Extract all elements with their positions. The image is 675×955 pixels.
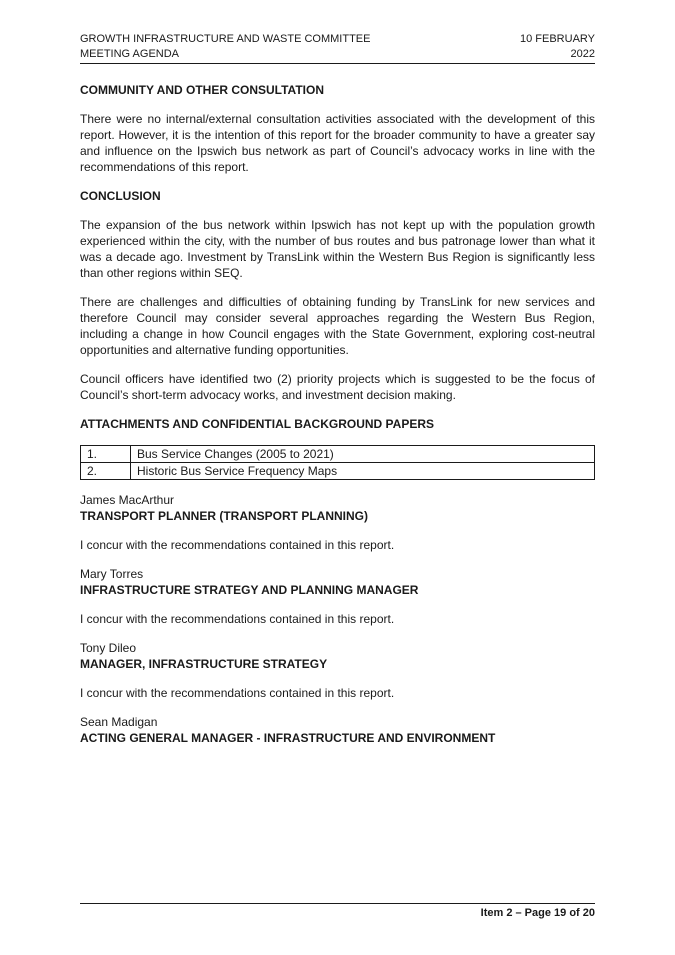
date-line-2: 2022 xyxy=(570,47,595,60)
signatory-name: Tony Dileo xyxy=(80,641,137,655)
attachment-title: Historic Bus Service Frequency Maps xyxy=(131,463,595,480)
attachment-title: Bus Service Changes (2005 to 2021) xyxy=(131,446,595,463)
attachment-number: 1. xyxy=(81,446,131,463)
footer-divider xyxy=(80,903,595,904)
signatory-block-3 xyxy=(80,611,595,672)
header-divider xyxy=(80,63,595,64)
meeting-date xyxy=(520,32,595,61)
date-line-1: 10 FEBRUARY xyxy=(520,33,595,45)
committee-line-1: GROWTH INFRASTRUCTURE AND WASTE COMMITTEE xyxy=(80,33,371,45)
page-number-label: Item 2 – Page 19 of 20 xyxy=(480,907,595,919)
signatory-name: Sean Madigan xyxy=(80,715,158,729)
concurrence-statement: I concur with the recommendations contained in this report. xyxy=(80,538,395,552)
conclusion-heading: CONCLUSION xyxy=(80,189,161,203)
signatory-name: Mary Torres xyxy=(80,567,144,581)
table-row xyxy=(81,446,595,463)
table-row xyxy=(81,463,595,480)
consultation-heading: COMMUNITY AND OTHER CONSULTATION xyxy=(80,83,324,97)
signatory-block-4 xyxy=(80,685,595,746)
concurrence-statement: I concur with the recommendations contained in this report. xyxy=(80,612,395,626)
committee-title xyxy=(80,32,370,61)
conclusion-paragraph-2: There are challenges and difficulties of obtaining funding by TransLink for new services and therefore Council may consider several approaches regarding the Western Bus Region, including a change in how Council engages with the State Government, exploring cost-neutral opportunities and alternative funding opportunities. xyxy=(80,295,595,357)
committee-line-2: MEETING AGENDA xyxy=(80,47,180,60)
concurrence-statement: I concur with the recommendations contained in this report. xyxy=(80,686,395,700)
document-page xyxy=(80,0,595,955)
signatory-title: INFRASTRUCTURE STRATEGY AND PLANNING MANAGER xyxy=(80,583,419,597)
conclusion-paragraph-1: The expansion of the bus network within Ipswich has not kept up with the population growth experienced within the city, with the number of bus routes and bus patronage lower than what it was a decade ago. Investment by TransLink within the Western Bus Region is significantly less than other regions within SEQ. xyxy=(80,218,595,280)
signatory-block-1 xyxy=(80,492,595,524)
attachments-table xyxy=(80,445,595,480)
conclusion-paragraph-3: Council officers have identified two (2) priority projects which is suggested to be the focus of Council’s short-term advocacy works, and investment decision making. xyxy=(80,372,595,402)
document-body xyxy=(80,82,595,759)
signatory-name: James MacArthur xyxy=(80,493,175,507)
attachment-number: 2. xyxy=(81,463,131,480)
consultation-paragraph: There were no internal/external consultation activities associated with the development of this report. However, it is the intention of this report for the broader community to have a greater say and influence on the Ipswich bus network as part of Council’s advocacy works in line with the recommendations of this report. xyxy=(80,112,595,174)
attachments-heading: ATTACHMENTS AND CONFIDENTIAL BACKGROUND PAPERS xyxy=(80,417,434,431)
signatory-title: ACTING GENERAL MANAGER - INFRASTRUCTURE AND ENVIRONMENT xyxy=(80,731,496,745)
signatory-block-2 xyxy=(80,537,595,598)
signatory-title: MANAGER, INFRASTRUCTURE STRATEGY xyxy=(80,657,328,671)
signatory-title: TRANSPORT PLANNER (TRANSPORT PLANNING) xyxy=(80,509,368,523)
